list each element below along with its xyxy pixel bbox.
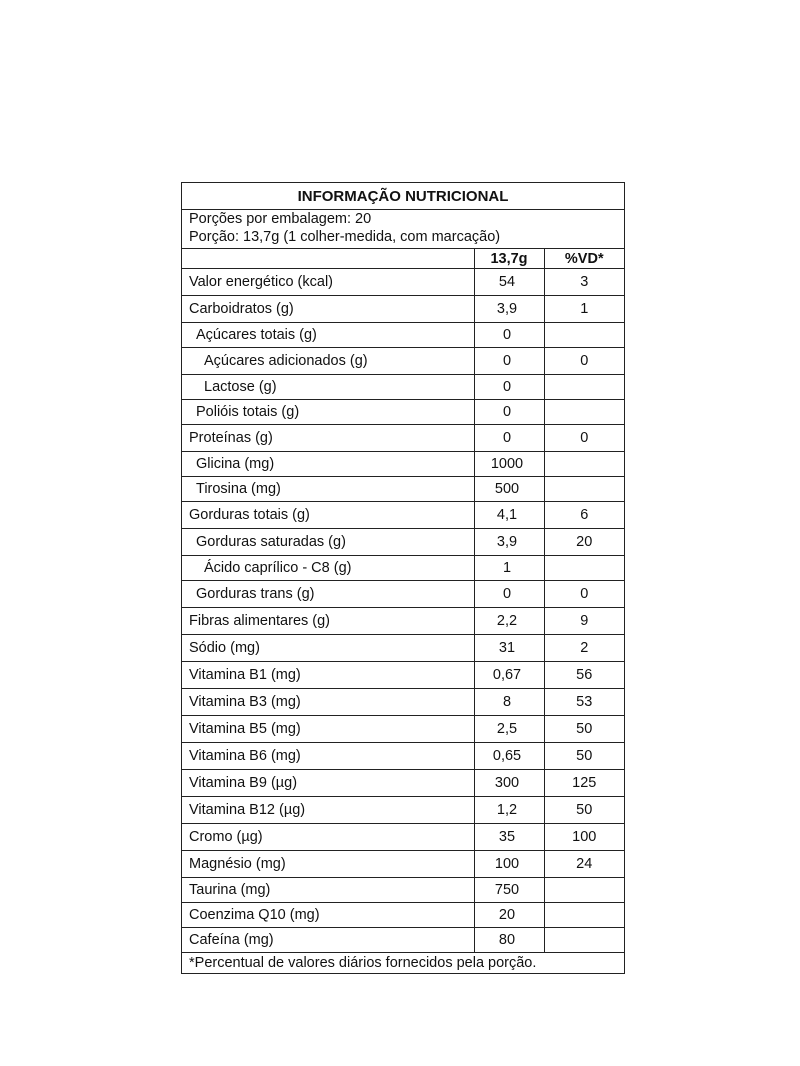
nutrient-name: Açúcares totais (g) — [182, 323, 474, 348]
table-header-row — [182, 249, 624, 269]
nutrient-daily-value: 100 — [544, 824, 624, 851]
table-row — [182, 269, 624, 296]
header-amount: 13,7g — [474, 249, 544, 269]
nutrient-daily-value: 24 — [544, 851, 624, 878]
nutrient-daily-value — [544, 400, 624, 425]
nutrient-amount: 1,2 — [474, 797, 544, 824]
nutrient-amount: 2,5 — [474, 716, 544, 743]
nutrient-amount: 3,9 — [474, 529, 544, 556]
table-row — [182, 400, 624, 425]
table-row — [182, 824, 624, 851]
nutrient-name: Fibras alimentares (g) — [182, 608, 474, 635]
nutrient-daily-value: 9 — [544, 608, 624, 635]
table-row — [182, 743, 624, 770]
table-row — [182, 556, 624, 581]
nutrient-amount: 54 — [474, 269, 544, 296]
nutrient-name: Magnésio (mg) — [182, 851, 474, 878]
table-row — [182, 425, 624, 452]
table-row — [182, 797, 624, 824]
serving-info — [182, 209, 624, 248]
table-row — [182, 770, 624, 797]
nutrient-amount: 750 — [474, 878, 544, 903]
header-nutrient — [182, 249, 474, 269]
nutrient-name: Sódio (mg) — [182, 635, 474, 662]
servings-per-package: Porções por embalagem: 20 — [189, 211, 372, 227]
nutrient-daily-value: 50 — [544, 797, 624, 824]
nutrient-table — [182, 248, 624, 952]
table-row — [182, 529, 624, 556]
nutrient-amount: 300 — [474, 770, 544, 797]
nutrient-daily-value: 0 — [544, 348, 624, 375]
nutrient-amount: 2,2 — [474, 608, 544, 635]
table-row — [182, 878, 624, 903]
nutrient-daily-value: 0 — [544, 425, 624, 452]
nutrient-name: Valor energético (kcal) — [182, 269, 474, 296]
nutrient-name: Coenzima Q10 (mg) — [182, 903, 474, 928]
nutrient-name: Ácido caprílico - C8 (g) — [182, 556, 474, 581]
nutrient-name: Gorduras saturadas (g) — [182, 529, 474, 556]
nutrient-amount: 0 — [474, 425, 544, 452]
nutrient-name: Vitamina B1 (mg) — [182, 662, 474, 689]
nutrient-amount: 1000 — [474, 452, 544, 477]
table-row — [182, 662, 624, 689]
header-daily-value: %VD* — [544, 249, 624, 269]
table-row — [182, 502, 624, 529]
nutrient-amount: 1 — [474, 556, 544, 581]
nutrient-daily-value — [544, 556, 624, 581]
nutrient-name: Vitamina B9 (µg) — [182, 770, 474, 797]
nutrient-daily-value — [544, 477, 624, 502]
nutrient-daily-value: 50 — [544, 716, 624, 743]
nutrient-name: Gorduras totais (g) — [182, 502, 474, 529]
nutrient-name: Vitamina B12 (µg) — [182, 797, 474, 824]
nutrient-name: Cromo (µg) — [182, 824, 474, 851]
table-row — [182, 296, 624, 323]
nutrient-amount: 0 — [474, 375, 544, 400]
nutrient-name: Proteínas (g) — [182, 425, 474, 452]
nutrient-daily-value — [544, 323, 624, 348]
nutrient-daily-value: 50 — [544, 743, 624, 770]
nutrient-amount: 0 — [474, 348, 544, 375]
table-row — [182, 851, 624, 878]
nutrient-amount: 0,65 — [474, 743, 544, 770]
nutrition-facts-label — [181, 182, 625, 974]
table-row — [182, 581, 624, 608]
nutrient-name: Taurina (mg) — [182, 878, 474, 903]
nutrient-name: Açúcares adicionados (g) — [182, 348, 474, 375]
table-row — [182, 635, 624, 662]
nutrient-amount: 0 — [474, 400, 544, 425]
label-title: INFORMAÇÃO NUTRICIONAL — [297, 188, 509, 205]
nutrient-name: Gorduras trans (g) — [182, 581, 474, 608]
nutrient-name: Tirosina (mg) — [182, 477, 474, 502]
nutrient-amount: 80 — [474, 928, 544, 953]
table-row — [182, 348, 624, 375]
nutrient-name: Vitamina B6 (mg) — [182, 743, 474, 770]
table-row — [182, 928, 624, 953]
table-row — [182, 323, 624, 348]
nutrient-daily-value — [544, 878, 624, 903]
nutrient-name: Carboidratos (g) — [182, 296, 474, 323]
nutrient-daily-value: 125 — [544, 770, 624, 797]
nutrient-amount: 0,67 — [474, 662, 544, 689]
nutrient-name: Cafeína (mg) — [182, 928, 474, 953]
nutrient-amount: 0 — [474, 323, 544, 348]
nutrient-amount: 100 — [474, 851, 544, 878]
nutrient-daily-value — [544, 903, 624, 928]
nutrient-daily-value: 20 — [544, 529, 624, 556]
nutrient-amount: 20 — [474, 903, 544, 928]
table-row — [182, 375, 624, 400]
table-row — [182, 689, 624, 716]
nutrient-daily-value: 56 — [544, 662, 624, 689]
nutrient-name: Lactose (g) — [182, 375, 474, 400]
nutrient-daily-value: 53 — [544, 689, 624, 716]
nutrient-amount: 35 — [474, 824, 544, 851]
nutrient-daily-value: 0 — [544, 581, 624, 608]
nutrient-daily-value — [544, 375, 624, 400]
serving-size: Porção: 13,7g (1 colher-medida, com marcação) — [189, 229, 501, 245]
nutrient-name: Polióis totais (g) — [182, 400, 474, 425]
table-row — [182, 608, 624, 635]
nutrient-name: Vitamina B3 (mg) — [182, 689, 474, 716]
nutrient-daily-value: 3 — [544, 269, 624, 296]
nutrient-amount: 0 — [474, 581, 544, 608]
nutrient-name: Glicina (mg) — [182, 452, 474, 477]
nutrient-daily-value: 2 — [544, 635, 624, 662]
nutrient-amount: 8 — [474, 689, 544, 716]
nutrient-amount: 4,1 — [474, 502, 544, 529]
nutrient-daily-value — [544, 928, 624, 953]
footnote: *Percentual de valores diários fornecidos pela porção. — [182, 952, 624, 973]
table-row — [182, 903, 624, 928]
nutrient-amount: 3,9 — [474, 296, 544, 323]
nutrient-daily-value: 1 — [544, 296, 624, 323]
nutrient-amount: 31 — [474, 635, 544, 662]
table-row — [182, 477, 624, 502]
table-row — [182, 452, 624, 477]
nutrient-daily-value: 6 — [544, 502, 624, 529]
nutrient-name: Vitamina B5 (mg) — [182, 716, 474, 743]
table-row — [182, 716, 624, 743]
nutrient-amount: 500 — [474, 477, 544, 502]
nutrient-daily-value — [544, 452, 624, 477]
